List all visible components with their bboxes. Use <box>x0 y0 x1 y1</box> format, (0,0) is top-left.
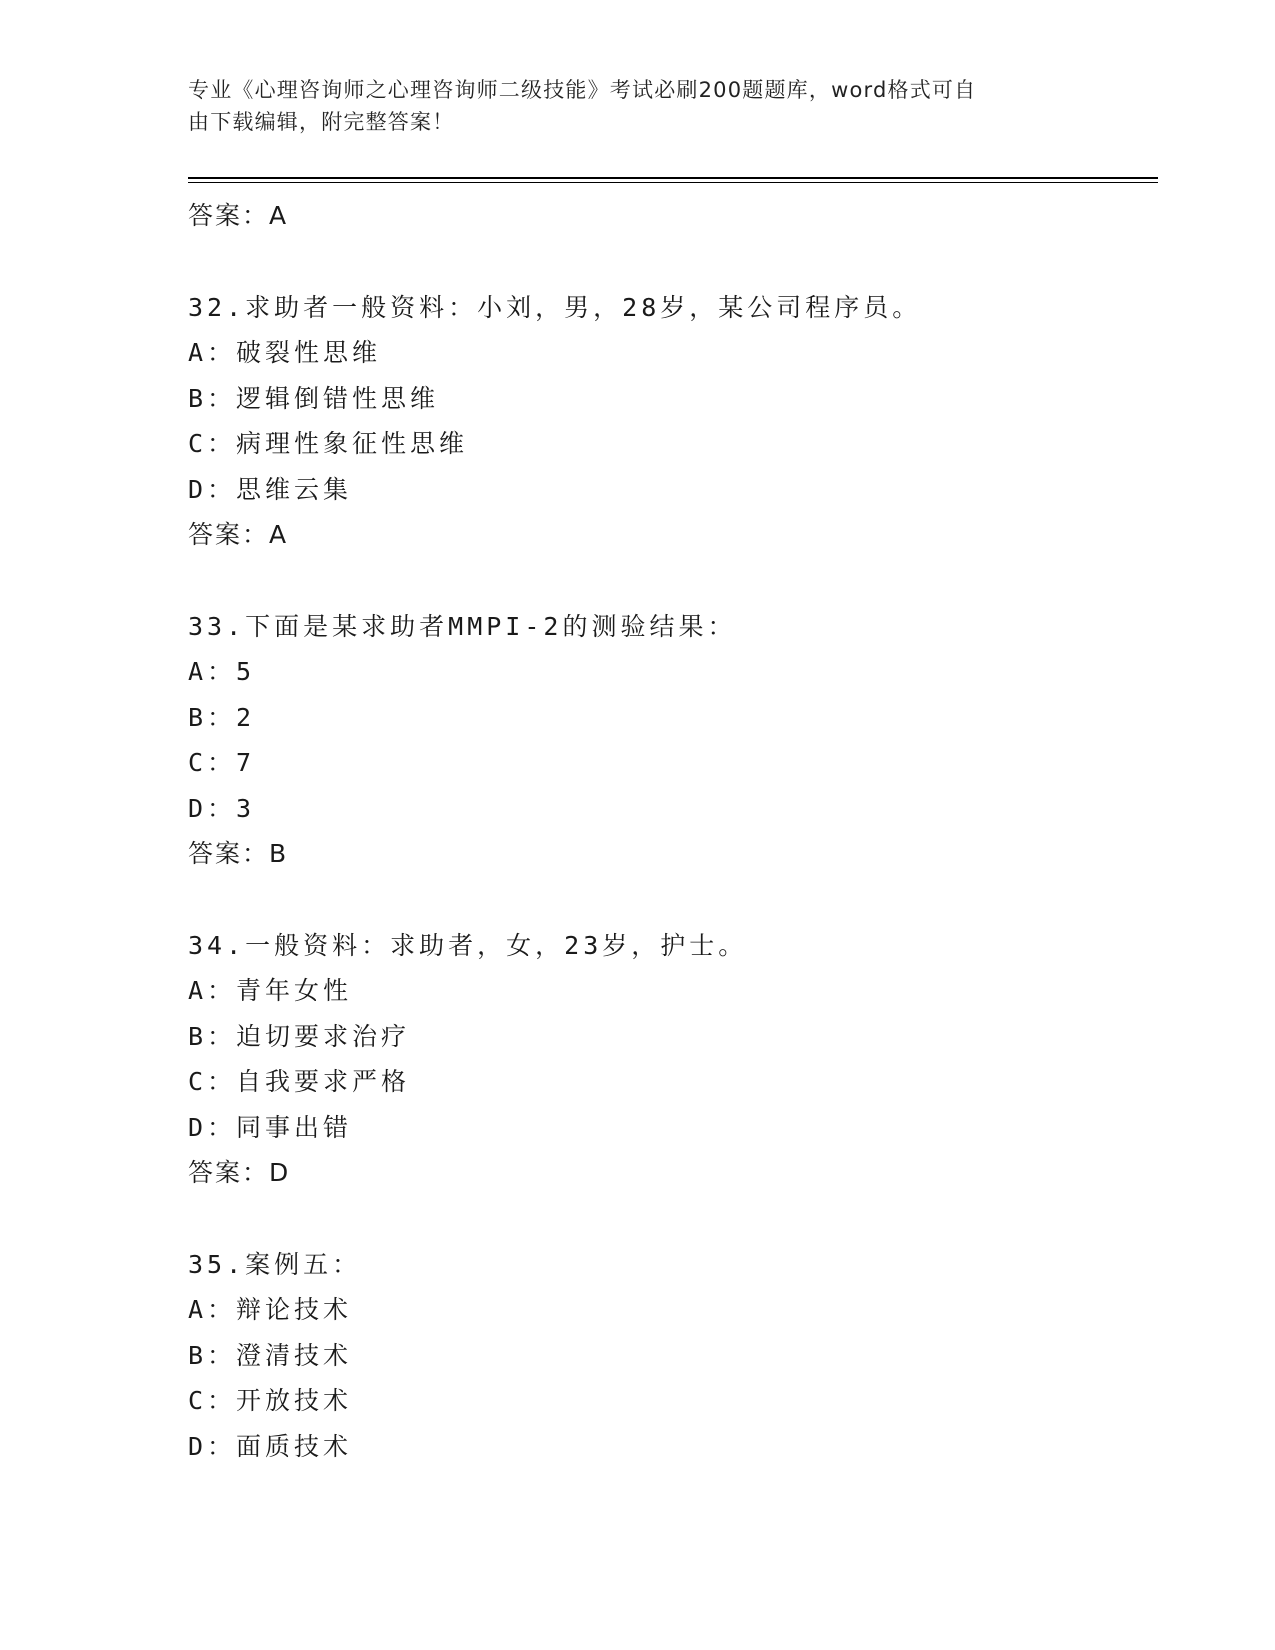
question-block-35 <box>188 1242 1158 1470</box>
question-list <box>188 193 1158 1469</box>
header-divider-thin <box>188 182 1158 183</box>
question-block-34 <box>188 923 1158 1196</box>
answer-line: 答案：D <box>188 1158 291 1187</box>
question-stem: 34.一般资料：求助者，女，23岁，护士。 <box>188 930 748 960</box>
document-header <box>188 74 1088 138</box>
option-a: A：破裂性思维 <box>188 338 382 367</box>
question-block-32 <box>188 285 1158 558</box>
question-stem: 32.求助者一般资料：小刘，男，28岁，某公司程序员。 <box>188 292 922 322</box>
option-c: C：开放技术 <box>188 1386 353 1415</box>
option-c: C：自我要求严格 <box>188 1067 411 1096</box>
option-c: C：7 <box>188 748 256 777</box>
option-d: D：思维云集 <box>188 474 353 504</box>
question-stem: 35.案例五： <box>188 1249 362 1279</box>
spacer <box>188 239 1158 285</box>
answer-line: 答案：B <box>188 839 289 868</box>
question-block-33 <box>188 604 1158 877</box>
option-a: A：辩论技术 <box>188 1295 353 1324</box>
question-stem: 33.下面是某求助者MMPI-2的测验结果： <box>188 611 737 641</box>
option-d: D：同事出错 <box>188 1112 353 1142</box>
option-a: A：5 <box>188 657 256 686</box>
option-c: C：病理性象征性思维 <box>188 429 469 458</box>
header-line-2: 由下载编辑，附完整答案！ <box>188 110 455 134</box>
header-divider-thick <box>188 177 1158 179</box>
option-a: A：青年女性 <box>188 976 353 1005</box>
option-d: D：面质技术 <box>188 1431 353 1461</box>
option-b: B：逻辑倒错性思维 <box>188 383 440 413</box>
spacer <box>188 1196 1158 1242</box>
header-line-1: 专业《心理咨询师之心理咨询师二级技能》考试必刷200题题库，word格式可自 <box>188 78 977 102</box>
option-d: D：3 <box>188 793 256 823</box>
previous-answer: 答案：A <box>188 201 289 230</box>
option-b: B：迫切要求治疗 <box>188 1021 411 1051</box>
spacer <box>188 877 1158 923</box>
spacer <box>188 558 1158 604</box>
option-b: B：2 <box>188 702 256 732</box>
option-b: B：澄清技术 <box>188 1340 353 1370</box>
answer-line: 答案：A <box>188 520 289 549</box>
